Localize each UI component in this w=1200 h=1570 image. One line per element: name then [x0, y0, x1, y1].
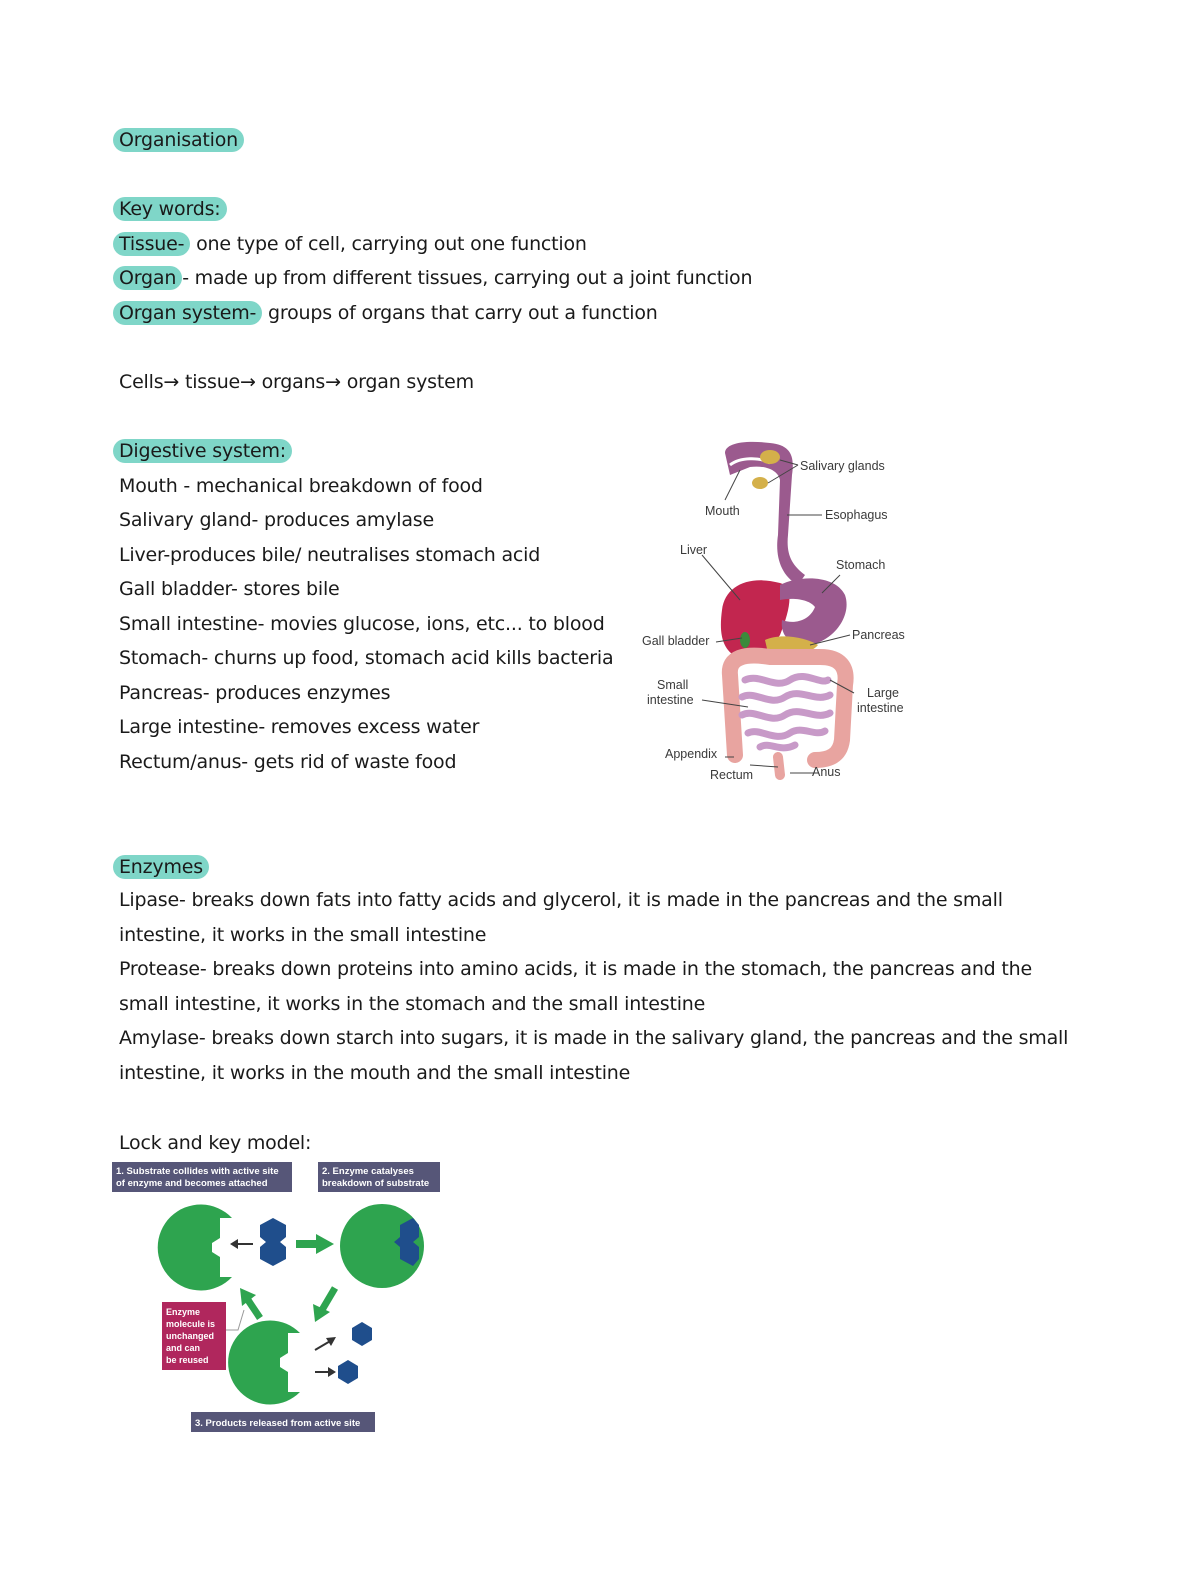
reuse-note-text: and can [166, 1343, 201, 1353]
reuse-note-text: be reused [166, 1355, 209, 1365]
digestive-item: Small intestine- movies glucose, ions, etc... to blood [119, 613, 605, 635]
digestive-item: Gall bladder- stores bile [119, 578, 340, 600]
enzyme-paragraph-protease: Protease- breaks down proteins into amino acids, it is made in the stomach, the pancreas and the small intestine, it works in the stomach and the small intestine [119, 958, 1032, 1015]
label-esophagus: Esophagus [825, 508, 888, 522]
digestive-item: Salivary gland- produces amylase [119, 509, 434, 531]
digestive-item: Rectum/anus- gets rid of waste food [119, 751, 457, 773]
digestive-item: Stomach- churns up food, stomach acid kills bacteria [119, 647, 614, 669]
digestive-heading-text: Digestive system: [113, 439, 292, 463]
arrow-head-icon [230, 1239, 238, 1249]
keyword-term: Organ system- [113, 301, 262, 325]
substrate-shape-1 [260, 1218, 286, 1266]
note-connector [226, 1310, 244, 1330]
digestive-item: Large intestine- removes excess water [119, 716, 480, 738]
enzyme-paragraph-lipase: Lipase- breaks down fats into fatty acids and glycerol, it is made in the pancreas and the small intestine, it works in the small intestine [119, 889, 1003, 946]
enzyme-shape-1 [158, 1205, 232, 1291]
keywords-heading-text: Key words: [113, 197, 227, 221]
digestive-item: Mouth - mechanical breakdown of food [119, 475, 483, 497]
enzymes-heading-text: Enzymes [113, 855, 209, 879]
digestive-item: Liver-produces bile/ neutralises stomach acid [119, 544, 541, 566]
enzyme-paragraph-amylase: Amylase- breaks down starch into sugars, it is made in the salivary gland, the pancreas and the small intestine, it works in the mouth and the small intestine [119, 1027, 1069, 1084]
green-arrow-head-icon [316, 1234, 334, 1254]
keyword-tissue [119, 232, 587, 256]
keyword-term: Tissue- [113, 232, 190, 256]
page-title-text: Organisation [113, 128, 244, 152]
label-stomach: Stomach [836, 558, 886, 572]
reuse-note-text: unchanged [166, 1331, 215, 1341]
step-1-label: of enzyme and becomes attached [116, 1178, 268, 1189]
label-salivary-glands: Salivary glands [800, 459, 885, 473]
keywords-heading [119, 197, 227, 221]
product-shape [338, 1360, 358, 1384]
enzymes-heading [119, 855, 209, 879]
label-liver: Liver [680, 543, 708, 557]
hierarchy-line: Cells→ tissue→ organs→ organ system [119, 371, 474, 393]
product-shape [352, 1322, 372, 1346]
label-pancreas: Pancreas [852, 628, 905, 642]
small-intestine-shape [742, 676, 830, 747]
enzyme-shape-3 [228, 1321, 300, 1405]
rectum-shape [778, 757, 780, 775]
keyword-definition: - made up from different tissues, carrying out a joint function [182, 267, 753, 289]
step-2-label: breakdown of substrate [322, 1178, 430, 1189]
label-mouth: Mouth [705, 504, 740, 518]
green-arrow-icon [248, 1300, 260, 1318]
step-1-label: 1. Substrate collides with active site [116, 1166, 279, 1177]
label-anus: Anus [812, 765, 841, 779]
label-rectum: Rectum [710, 768, 754, 782]
digestive-heading [119, 439, 292, 463]
keyword-definition: groups of organs that carry out a function [262, 302, 658, 324]
salivary-gland-shape [760, 450, 780, 464]
digestive-item: Pancreas- produces enzymes [119, 682, 391, 704]
lock-key-heading: Lock and key model: [119, 1132, 312, 1154]
green-arrow-icon [296, 1240, 316, 1248]
green-arrow-icon [322, 1288, 335, 1310]
label-small-intestine: intestine [647, 693, 694, 707]
digestive-system-diagram [630, 435, 930, 790]
keyword-term: Organ [113, 266, 182, 290]
reuse-note-text: Enzyme [166, 1307, 201, 1317]
salivary-gland-shape [752, 477, 768, 489]
page-title [119, 128, 244, 152]
step-3-label: 3. Products released from active site [195, 1418, 361, 1429]
label-large-intestine: intestine [857, 701, 904, 715]
label-appendix: Appendix [665, 747, 718, 761]
lock-and-key-diagram [110, 1160, 445, 1440]
reuse-note-text: molecule is [166, 1319, 216, 1329]
step-2-label: 2. Enzyme catalyses [322, 1166, 414, 1177]
keyword-definition: one type of cell, carrying out one function [190, 233, 587, 255]
keyword-organ-system [119, 301, 658, 325]
label-gall-bladder: Gall bladder [642, 634, 710, 648]
arrow-head-icon [328, 1367, 336, 1377]
label-large-intestine: Large [867, 686, 899, 700]
keyword-organ [119, 266, 752, 290]
label-small-intestine: Small [657, 678, 689, 692]
gall-bladder-shape [740, 632, 750, 648]
stomach-shape [780, 578, 847, 645]
